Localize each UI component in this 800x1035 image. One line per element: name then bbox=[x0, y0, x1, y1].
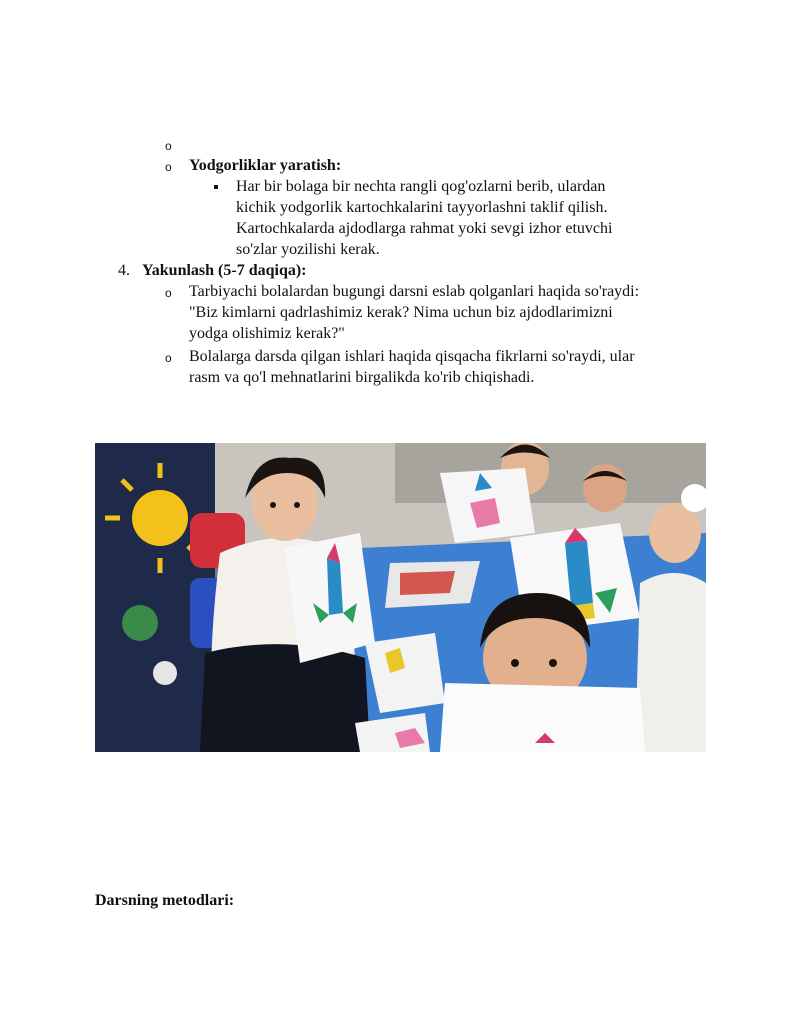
list-item-line: yodga olishimiz kerak?" bbox=[189, 325, 345, 342]
empty-bullet: o bbox=[165, 139, 172, 153]
methods-heading: Darsning metodlari: bbox=[95, 892, 235, 909]
sub-item-line: so'zlar yozilishi kerak. bbox=[236, 241, 380, 258]
sub-heading-bullet: o bbox=[165, 160, 172, 174]
sub-item-line: Kartochkalarda ajdodlarga rahmat yoki sevgi izhor etuvchi bbox=[236, 220, 613, 237]
list-item-line: Tarbiyachi bolalardan bugungi darsni eslab qolganlari haqida so'raydi: bbox=[189, 283, 640, 300]
square-bullet bbox=[214, 185, 218, 189]
list-item-line: Bolalarga darsda qilgan ishlari haqida qisqacha fikrlarni so'raydi, ular bbox=[189, 348, 635, 365]
sub-heading: Yodgorliklar yaratish: bbox=[189, 157, 342, 174]
list-bullet: o bbox=[165, 286, 172, 300]
sub-item-line: kichik yodgorlik kartochkalarini tayyorlashni taklif qilish. bbox=[236, 199, 608, 216]
list-bullet: o bbox=[165, 351, 172, 365]
list-number: 4. bbox=[118, 262, 130, 279]
list-item-line: rasm va qo'l mehnatlarini birgalikda ko'rib chiqishadi. bbox=[189, 369, 535, 386]
list-item-line: "Biz kimlarni qadrlashimiz kerak? Nima uchun biz ajdodlarimizni bbox=[189, 304, 613, 321]
section-heading: Yakunlash (5-7 daqiqa): bbox=[142, 262, 307, 279]
classroom-photo bbox=[95, 443, 706, 752]
classroom-photo-illustration bbox=[95, 443, 706, 752]
sub-item-line: Har bir bolaga bir nechta rangli qog'ozlarni berib, ulardan bbox=[236, 178, 606, 195]
